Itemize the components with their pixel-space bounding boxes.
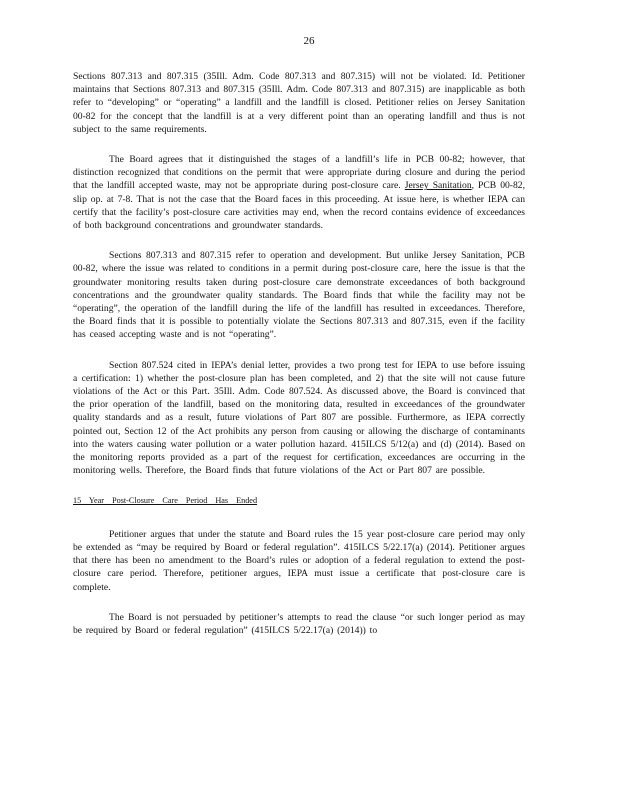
page-number: 26	[303, 35, 315, 47]
section-heading	[73, 494, 525, 507]
section-heading-text: 15 Year Post-Closure Care Period Has Ended	[73, 496, 258, 506]
paragraph-3: Sections 807.313 and 807.315 refer to operation and development. But unlike Jersey Sanitation, PCB 00-82, where the issue was related to conditions in a permit during post-closure care, here the issue is that the groundwater monitoring results taken during post-closure care demonstrate exceedances of both background concentrations and the groundwater quality standards. The Board finds that while the facility may not be “operating”, the operation of the landfill during the life of the landfill has resulted in exceedances. Therefore, the Board finds that it is possible to potentially violate the Sections 807.313 and 807.315, even if the facility has ceased accepting waste and is not “operating”.	[73, 250, 525, 341]
document-body	[73, 70, 525, 654]
paragraph-5: Petitioner argues that under the statute and Board rules the 15 year post-closure care period may only be extended as “may be required by Board or federal regulation”. 415ILCS 5/22.17(a) (2014). Petitioner argues that there has been no amendment to the Board’s rules or adoption of a federal regulation to extend the post-closure care period. Therefore, petitioner argues, IEPA must issue a certificate that post-closure care is complete.	[73, 528, 525, 593]
paragraph-4: Section 807.524 cited in IEPA’s denial letter, provides a two prong test for IEPA to use before issuing a certification: 1) whether the post-closure plan has been completed, and 2) that the site will not cause future violations of the Act or this Part. 35Ill. Adm. Code 807.524. As discussed above, the Board is convinced that the prior operation of the landfill, based on the monitoring data, resulted in exceedances of the groundwater quality standards and as a result, future violations of Part 807 are possible. Furthermore, as IEPA correctly pointed out, Section 12 of the Act prohibits any person from causing or allowing the discharge of contaminants into the waters causing water pollution or a water pollution hazard. 415ILCS 5/12(a) and (d) (2014). Based on the monitoring reports provided as a part of the request for certification, exceedances are occurring in the monitoring wells. Therefore, the Board finds that future violations of the Act or Part 807 are possible.	[73, 359, 525, 477]
paragraph-2-text-before: The Board agrees that it distinguished the stages of a landfill’s life in PCB 00-82; however, that distinction recognized that conditions on the permit that were appropriate during closure and during the period that the landfill accepted waste, may not be appropriate during post-closure care.	[73, 154, 525, 192]
paragraph-1: Sections 807.313 and 807.315 (35Ill. Adm. Code 807.313 and 807.315) will not be violated. Id. Petitioner maintains that Sections 807.313 and 807.315 (35Ill. Adm. Code 807.313 and 807.315) are inapplicable as both refer to “developing” or “operating” a landfill and the landfill is closed. Petitioner relies on Jersey Sanitation 00-82 for the concept that the landfill is at a very different point than an operating landfill and thus is not subject to the same requirements.	[73, 71, 525, 135]
paragraph-2	[73, 153, 525, 232]
case-citation-jersey-sanitation: Jersey Sanitation	[404, 180, 472, 192]
paragraph-6: The Board is not persuaded by petitioner’s attempts to read the clause “or such longer period as may be required by Board or federal regulation” (415ILCS 5/22.17(a) (2014)) to	[73, 611, 525, 636]
paragraph-2-text-after: , PCB 00-82, slip op. at 7-8. That is not the case that the Board faces in this proceeding. At issue here, is whether IEPA can certify that the facility’s post-closure care activities may end, when the record contains evidence of exceedances of both background concentrations and groundwater standards.	[73, 180, 525, 232]
